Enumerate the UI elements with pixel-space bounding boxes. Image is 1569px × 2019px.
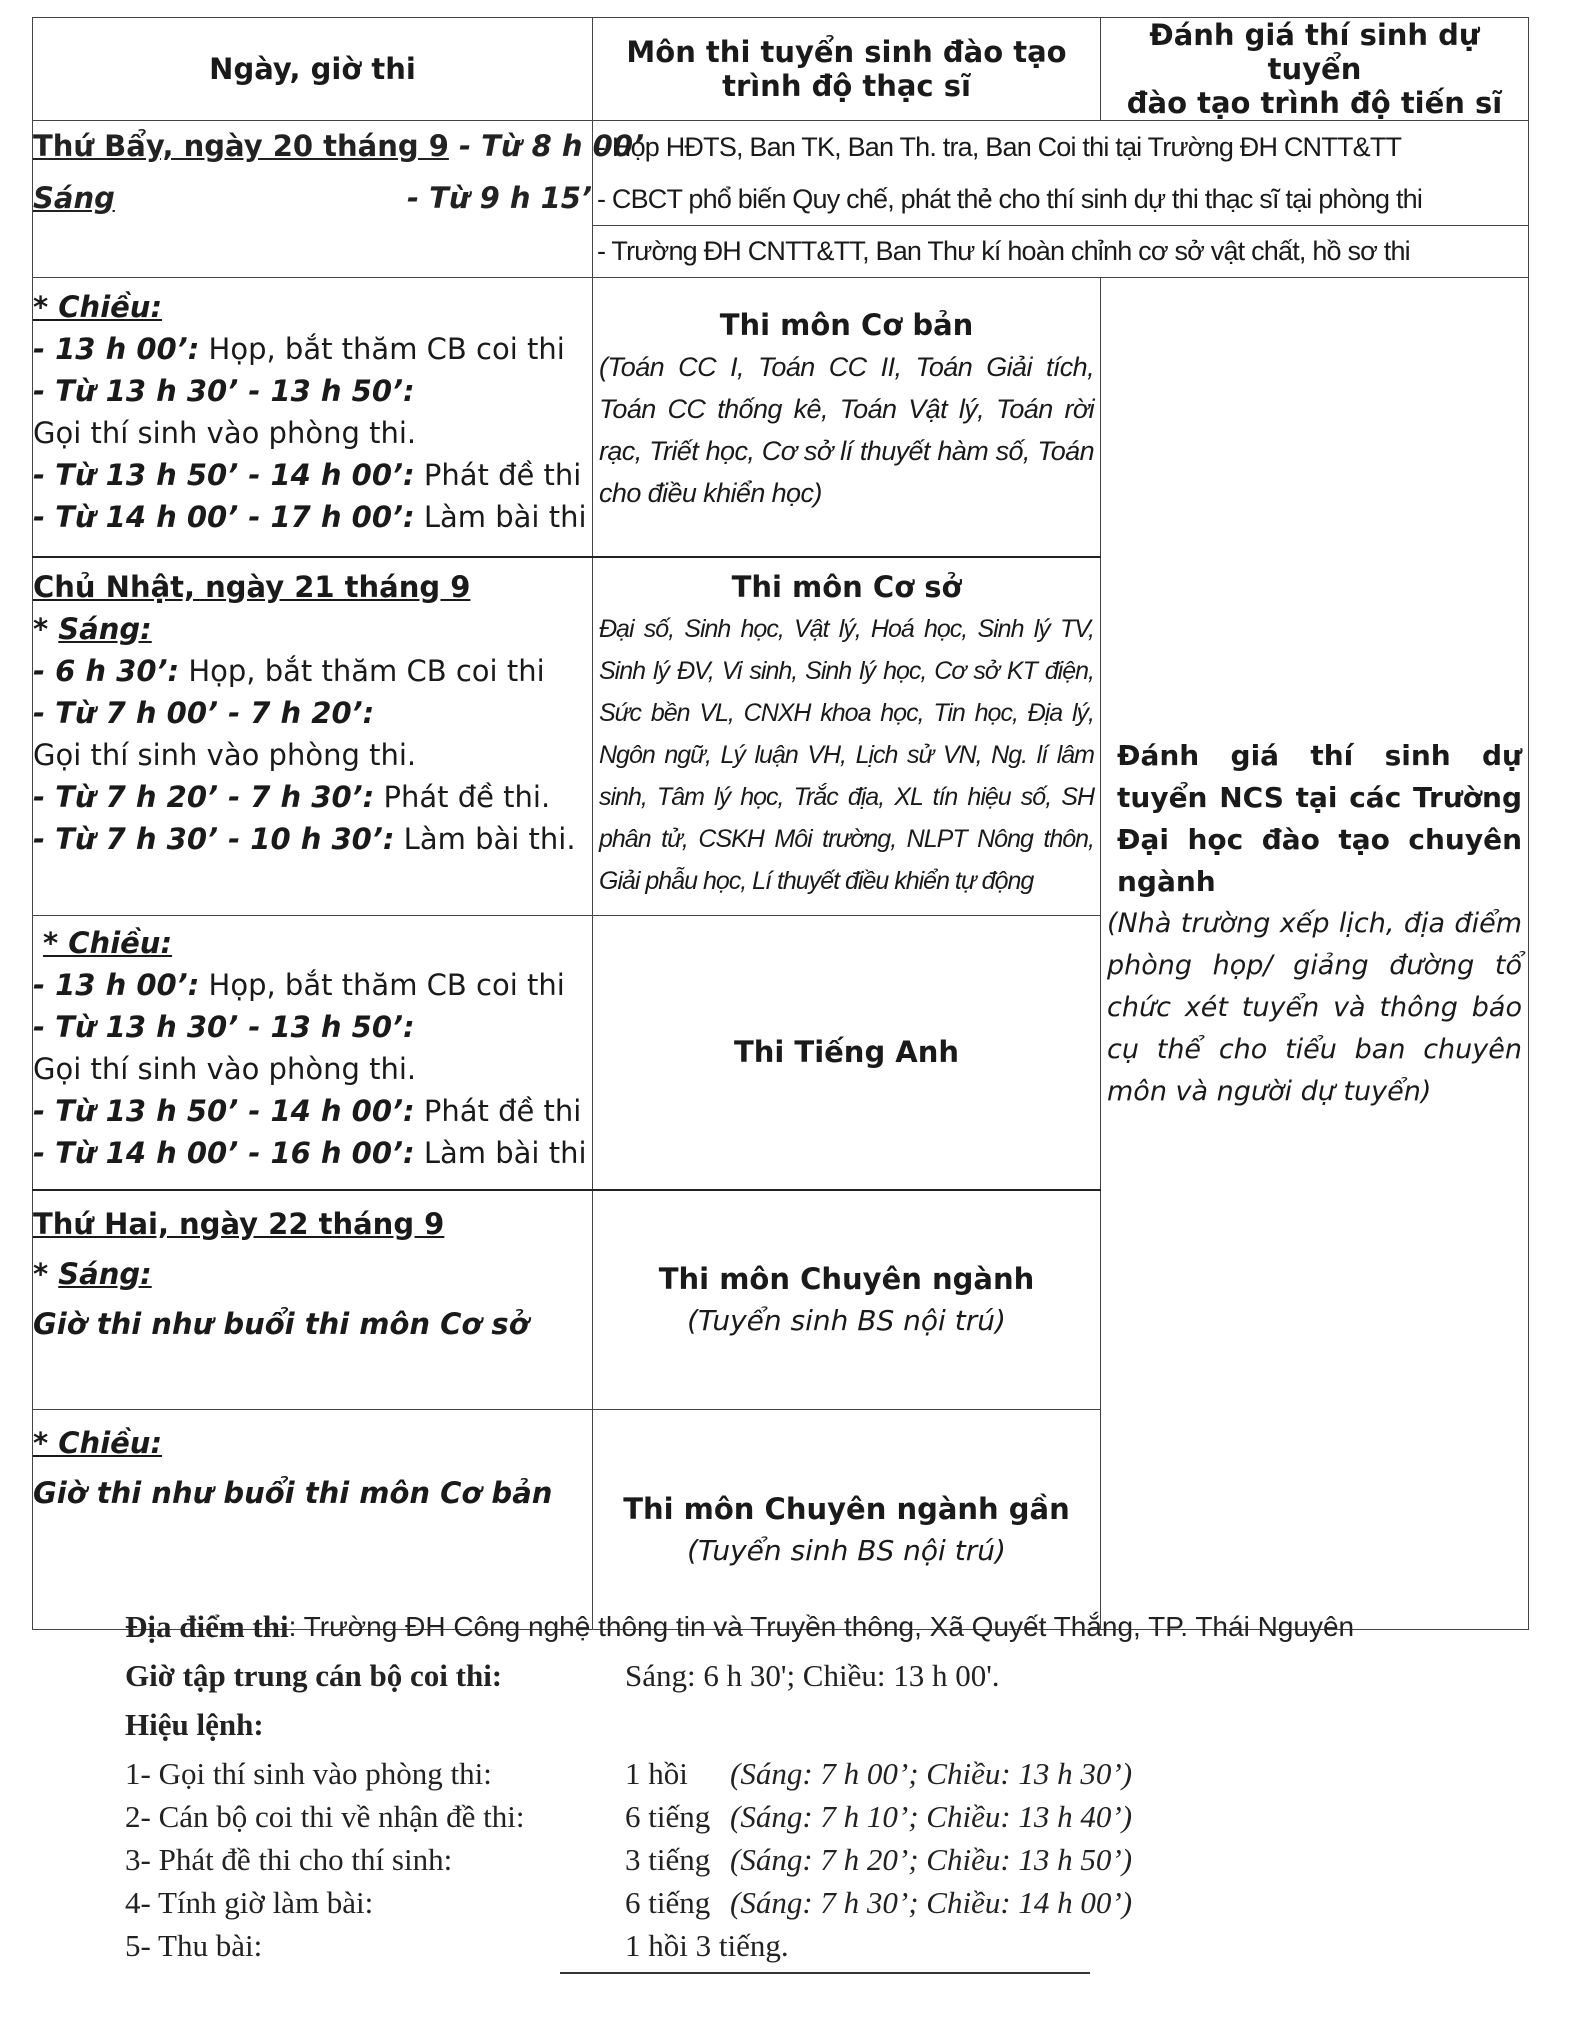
sat-task-2: - CBCT phổ biến Quy chế, phát thẻ cho thí sinh dự thi thạc sĩ tại phòng thi: [593, 173, 1529, 226]
sun-afternoon-session: * Chiều:: [43, 926, 173, 960]
sat-time-1: - Từ 8 h 00’: [448, 129, 645, 163]
sat-morning-time-cell: [33, 121, 645, 278]
signal-item: 2- Cán bộ coi thi về nhận đề thi: 6 tiếng (Sáng: 7 h 10’; Chiều: 13 h 40’): [125, 1799, 1133, 1834]
sat-session-morning: Sáng: [33, 181, 115, 215]
subject-english-title: Thi Tiếng Anh: [733, 1035, 960, 1070]
schedule-table: [32, 17, 1529, 1630]
sat-date: Thứ Bẩy, ngày 20 tháng 9: [33, 129, 449, 163]
sun-afternoon-subject-cell: [593, 916, 1101, 1190]
subject-basic-title: Thi môn Cơ bản: [719, 308, 974, 342]
location-line: [125, 1605, 1465, 1648]
mon-afternoon-session: * Chiều:: [33, 1426, 163, 1460]
signal-item: 1- Gọi thí sinh vào phòng thi: 1 hồi (Sáng: 7 h 00’; Chiều: 13 h 30’): [125, 1756, 1133, 1791]
sun-morning-session: Sáng:: [58, 611, 152, 646]
sat-morning-row-1: [33, 121, 1529, 174]
phd-note-detail: (Nhà trường xếp lịch, địa điểm phòng họp/ giảng đường tổ chức xét tuyển và thông báo cụ thể cho tiểu ban chuyên môn và người dự tuyển): [1107, 907, 1522, 1107]
mon-morning-subject-cell: [593, 1190, 1101, 1410]
mon-afternoon-subject-cell: [593, 1410, 1101, 1630]
mon-morning-time-cell: Thứ Hai, ngày 22 tháng 9 * Sáng: Giờ thi như buổi thi môn Cơ sở: [33, 1190, 593, 1410]
header-phd-evaluation: Đánh giá thí sinh dự tuyển đào tạo trình độ tiến sĩ: [1101, 18, 1529, 121]
end-rule: [560, 1972, 1090, 1974]
mon-afternoon-time-cell: [33, 1410, 593, 1630]
subject-foundation-list: Đại số, Sinh học, Vật lý, Hoá học, Sinh lý TV, Sinh lý ĐV, Vi sinh, Sinh lý học, Cơ sở KT điện, Sức bền VL, CNXH khoa học, Tin học, Địa lý, Ngôn ngữ, Lý luận VH, Lịch sử VN, Ng. lí lâm sinh, Tâm lý học, Trắc địa, XL tín hiệu số, SH phân tử, CSKH Môi trường, NLPT Nông thôn, Giải phẫu học, Lí thuyết điều khiển tự động: [599, 614, 1094, 895]
phd-note-title: Đánh giá thí sinh dự tuyển NCS tại các Trường Đại học đào tạo chuyên ngành: [1117, 738, 1522, 898]
mon-afternoon-note: Giờ thi như buổi thi môn Cơ bản: [33, 1476, 553, 1510]
signal-item: 3- Phát đề thi cho thí sinh: 3 tiếng (Sáng: 7 h 20’; Chiều: 13 h 50’): [125, 1842, 1133, 1877]
sun-morning-subject-cell: [593, 557, 1101, 916]
exam-schedule: [32, 17, 1528, 1599]
subject-basic-list: (Toán CC I, Toán CC II, Toán Giải tích, Toán CC thống kê, Toán Vật lý, Toán rời rạc, Triết học, Cơ sở lí thuyết hàm số, Toán cho điều khiển học): [599, 352, 1094, 508]
signals-label: Hiệu lệnh:: [125, 1707, 264, 1742]
sat-time-2: - Từ 9 h 15’: [406, 181, 592, 215]
location-text: : Trường ĐH Công nghệ thông tin và Truyền thông, Xã Quyết Thắng, TP. Thái Nguyên: [288, 1611, 1355, 1642]
signal-item: 5- Thu bài: 1 hồi 3 tiếng.: [125, 1928, 789, 1963]
sun-afternoon-time-cell: * Chiều: - 13 h 00’: Họp, bắt thăm CB coi thi - Từ 13 h 30’ - 13 h 50’: Gọi thí sinh vào phòng thi. - Từ 13 h 50’ - 14 h 00’: Phát đề thi - Từ 14 h 00’ - 16 h 00’: Làm bài thi: [33, 916, 593, 1190]
mon-morning-note: Giờ thi như buổi thi môn Cơ sở: [33, 1306, 529, 1341]
header-date-time: Ngày, giờ thi: [33, 18, 593, 121]
phd-evaluation-cell: [1101, 278, 1529, 1630]
subject-major-title: Thi môn Chuyên ngành: [658, 1261, 1035, 1296]
gather-text: Sáng: 6 h 30'; Chiều: 13 h 00'.: [625, 1658, 1000, 1693]
sat-task-3: - Trường ĐH CNTT&TT, Ban Thư kí hoàn chỉnh cơ sở vật chất, hồ sơ thi: [593, 226, 1529, 278]
exam-notes: [125, 1605, 1465, 1967]
mon-date: Thứ Hai, ngày 22 tháng 9: [33, 1206, 445, 1241]
sun-date: Chủ Nhật, ngày 21 tháng 9: [33, 569, 471, 604]
signal-item: 4- Tính giờ làm bài: 6 tiếng (Sáng: 7 h 30’; Chiều: 14 h 00’): [125, 1885, 1133, 1920]
subject-foundation-title: Thi môn Cơ sở: [731, 569, 962, 604]
sat-afternoon-subject-cell: [593, 278, 1101, 557]
subject-related-major-sub: (Tuyển sinh BS nội trú): [687, 1533, 1006, 1567]
subject-major-sub: (Tuyển sinh BS nội trú): [687, 1303, 1006, 1337]
gather-label: Giờ tập trung cán bộ coi thi:: [125, 1658, 503, 1693]
sat-task-1: - Họp HĐTS, Ban TK, Ban Th. tra, Ban Coi thi tại Trường ĐH CNTT&TT: [593, 121, 1529, 174]
gather-line: [125, 1654, 1465, 1697]
signals-list: [125, 1752, 1465, 1967]
sat-afternoon-session: * Chiều:: [33, 290, 163, 324]
sat-afternoon-time-cell: * Chiều: - 13 h 00’: Họp, bắt thăm CB coi thi - Từ 13 h 30’ - 13 h 50’: Gọi thí sinh vào phòng thi. - Từ 13 h 50’ - 14 h 00’: Phát đề thi - Từ 14 h 00’ - 17 h 00’: Làm bài thi: [33, 278, 593, 557]
mon-morning-session: Sáng:: [58, 1256, 152, 1291]
sun-morning-time-cell: Chủ Nhật, ngày 21 tháng 9 * Sáng: - 6 h 30’: Họp, bắt thăm CB coi thi - Từ 7 h 00’ - 7 h 20’: Gọi thí sinh vào phòng thi. - Từ 7 h 20’ - 7 h 30’: Phát đề thi. - Từ 7 h 30’ - 10 h 30’: Làm bài thi.: [33, 557, 593, 916]
header-row: [33, 18, 1529, 121]
subject-related-major-title: Thi môn Chuyên ngành gần: [623, 1491, 1070, 1526]
header-masters-subject: Môn thi tuyển sinh đào tạo trình độ thạc sĩ: [593, 18, 1101, 121]
location-label: Địa điểm thi: [125, 1609, 289, 1644]
sat-afternoon-row: [33, 278, 1529, 557]
